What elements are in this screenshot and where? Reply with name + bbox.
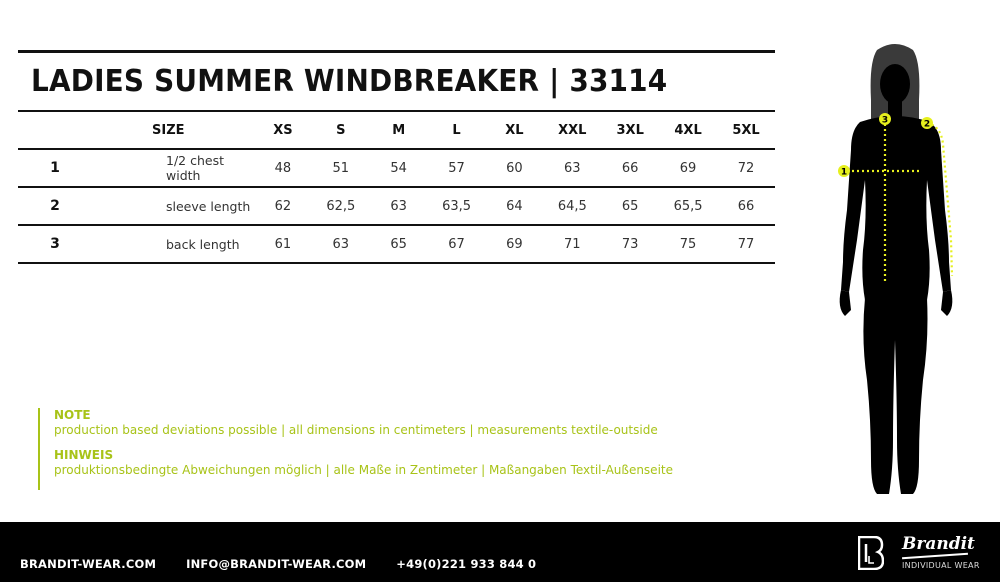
- row-number: 2: [18, 187, 92, 225]
- cell-value: 57: [428, 149, 486, 187]
- table-row: [18, 187, 775, 225]
- size-xl: XL: [486, 111, 544, 149]
- brandit-logo: [858, 534, 988, 574]
- footer: [0, 522, 1000, 582]
- size-l: L: [428, 111, 486, 149]
- size-4xl: 4XL: [659, 111, 717, 149]
- size-xxl: XXL: [543, 111, 601, 149]
- phone-link[interactable]: +49(0)221 933 844 0: [396, 557, 537, 571]
- body-measurement-figure: [815, 40, 975, 500]
- cell-value: 63,5: [428, 187, 486, 225]
- email-link[interactable]: INFO@BRANDIT-WEAR.COM: [186, 557, 367, 571]
- page-title: LADIES SUMMER WINDBREAKER | 33114: [31, 64, 668, 99]
- notes-section: [38, 408, 673, 490]
- size-s: S: [312, 111, 370, 149]
- table-row: [18, 149, 775, 187]
- cell-value: 75: [659, 225, 717, 263]
- svg-text:1: 1: [840, 167, 848, 178]
- cell-value: 64: [486, 187, 544, 225]
- cell-value: 60: [486, 149, 544, 187]
- size-m: M: [370, 111, 428, 149]
- row-label: back length: [92, 225, 254, 263]
- size-header-label: SIZE: [92, 111, 254, 149]
- cell-value: 64,5: [543, 187, 601, 225]
- note-text: production based deviations possible | all dimensions in centimeters | measurements textile-outside: [54, 423, 658, 437]
- cell-value: 72: [717, 149, 775, 187]
- female-silhouette-icon: [815, 40, 975, 500]
- row-label: 1/2 chest width: [92, 149, 254, 187]
- note-english: [54, 408, 673, 438]
- note-title: HINWEIS: [54, 448, 114, 462]
- note-german: [54, 448, 673, 478]
- cell-value: 71: [543, 225, 601, 263]
- svg-text:2: 2: [923, 119, 931, 130]
- footer-contact-links: [20, 557, 536, 571]
- cell-value: 54: [370, 149, 428, 187]
- cell-value: 69: [486, 225, 544, 263]
- cell-value: 63: [370, 187, 428, 225]
- size-xs: XS: [254, 111, 312, 149]
- note-text: produktionsbedingte Abweichungen möglich | alle Maße in Zentimeter | Maßangaben Textil-Außenseite: [54, 463, 673, 477]
- row-number: 3: [18, 225, 92, 263]
- cell-value: 69: [659, 149, 717, 187]
- brand-name: Brandit: [902, 534, 975, 554]
- cell-value: 63: [312, 225, 370, 263]
- size-chart-table: [18, 110, 775, 264]
- table-row: [18, 225, 775, 263]
- cell-value: 51: [312, 149, 370, 187]
- cell-value: 73: [601, 225, 659, 263]
- cell-value: 65,5: [659, 187, 717, 225]
- svg-text:3: 3: [881, 115, 889, 126]
- size-3xl: 3XL: [601, 111, 659, 149]
- cell-value: 61: [254, 225, 312, 263]
- cell-value: 65: [370, 225, 428, 263]
- title-top-rule: [18, 50, 775, 53]
- size-header-row: [18, 111, 775, 149]
- note-title: NOTE: [54, 408, 91, 422]
- website-link[interactable]: BRANDIT-WEAR.COM: [20, 557, 157, 571]
- row-number-header: [18, 111, 92, 149]
- brandit-b-logo-icon: [858, 536, 884, 570]
- cell-value: 66: [717, 187, 775, 225]
- cell-value: 77: [717, 225, 775, 263]
- row-label: sleeve length: [92, 187, 254, 225]
- cell-value: 63: [543, 149, 601, 187]
- cell-value: 48: [254, 149, 312, 187]
- size-5xl: 5XL: [717, 111, 775, 149]
- cell-value: 66: [601, 149, 659, 187]
- row-number: 1: [18, 149, 92, 187]
- cell-value: 62,5: [312, 187, 370, 225]
- brand-tagline: INDIVIDUAL WEAR: [902, 561, 980, 570]
- cell-value: 62: [254, 187, 312, 225]
- cell-value: 67: [428, 225, 486, 263]
- cell-value: 65: [601, 187, 659, 225]
